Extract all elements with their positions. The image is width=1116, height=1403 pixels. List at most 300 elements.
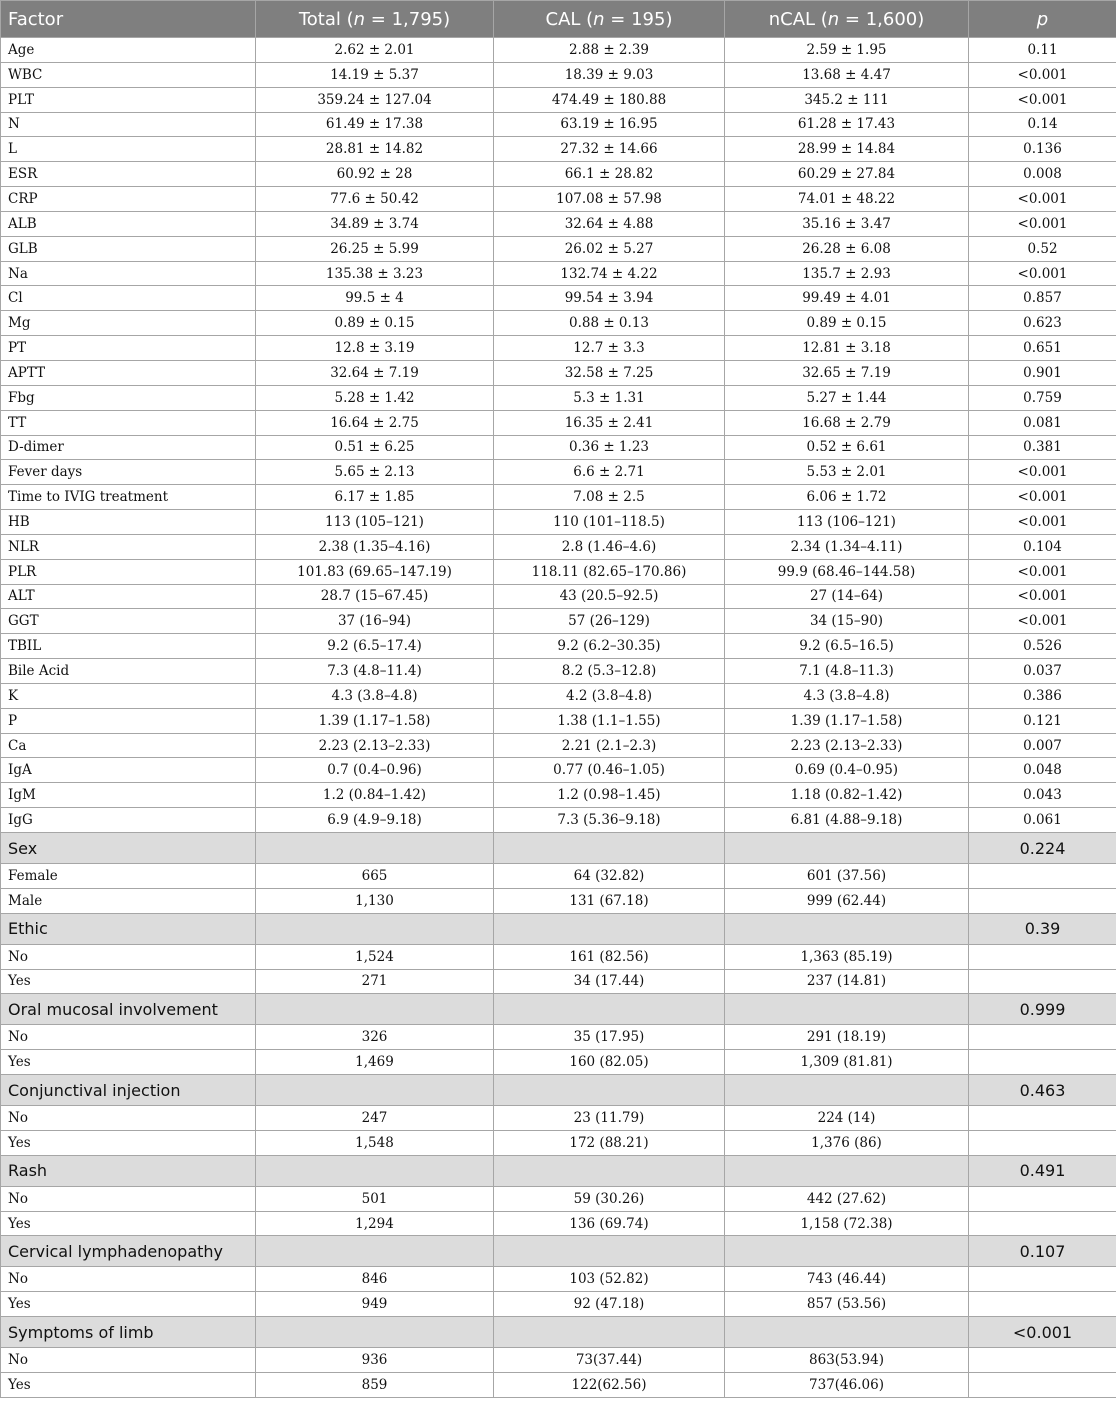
factor-cell: Yes bbox=[1, 1211, 256, 1236]
cal-cell: 18.39 ± 9.03 bbox=[494, 62, 725, 87]
group-label-cell: Ethic bbox=[1, 913, 256, 944]
total-cell: 6.9 (4.9–9.18) bbox=[256, 808, 494, 833]
p-value-cell: 0.037 bbox=[969, 659, 1116, 684]
group-header-row bbox=[1, 913, 1116, 944]
empty-cell bbox=[969, 944, 1116, 969]
table-row bbox=[1, 112, 1116, 137]
empty-cell bbox=[725, 1317, 969, 1348]
cal-cell: 27.32 ± 14.66 bbox=[494, 137, 725, 162]
total-cell: 113 (105–121) bbox=[256, 510, 494, 535]
total-cell: 1.2 (0.84–1.42) bbox=[256, 783, 494, 808]
group-header-row bbox=[1, 994, 1116, 1025]
empty-cell bbox=[969, 864, 1116, 889]
empty-cell bbox=[969, 1267, 1116, 1292]
factor-cell: K bbox=[1, 683, 256, 708]
cal-cell: 66.1 ± 28.82 bbox=[494, 162, 725, 187]
table-row bbox=[1, 435, 1116, 460]
factor-cell: Age bbox=[1, 38, 256, 63]
table-row bbox=[1, 609, 1116, 634]
total-cell: 859 bbox=[256, 1372, 494, 1397]
factor-cell: Yes bbox=[1, 969, 256, 994]
factor-cell: L bbox=[1, 137, 256, 162]
col-header-cal-value: = 195) bbox=[604, 8, 673, 30]
cal-cell: 7.3 (5.36–9.18) bbox=[494, 808, 725, 833]
group-label-cell: Oral mucosal involvement bbox=[1, 994, 256, 1025]
cal-cell: 0.36 ± 1.23 bbox=[494, 435, 725, 460]
ncal-cell: 26.28 ± 6.08 bbox=[725, 236, 969, 261]
total-cell: 34.89 ± 3.74 bbox=[256, 211, 494, 236]
empty-cell bbox=[969, 1211, 1116, 1236]
cal-cell: 7.08 ± 2.5 bbox=[494, 485, 725, 510]
ncal-cell: 35.16 ± 3.47 bbox=[725, 211, 969, 236]
p-value-cell: 0.048 bbox=[969, 758, 1116, 783]
p-value-cell: 0.491 bbox=[969, 1155, 1116, 1186]
ncal-cell: 6.06 ± 1.72 bbox=[725, 485, 969, 510]
ncal-cell: 237 (14.81) bbox=[725, 969, 969, 994]
table-row bbox=[1, 38, 1116, 63]
total-cell: 2.38 (1.35–4.16) bbox=[256, 534, 494, 559]
factor-cell: D-dimer bbox=[1, 435, 256, 460]
total-cell: 1,469 bbox=[256, 1050, 494, 1075]
total-cell: 99.5 ± 4 bbox=[256, 286, 494, 311]
table-row bbox=[1, 683, 1116, 708]
ncal-cell: 74.01 ± 48.22 bbox=[725, 187, 969, 212]
total-cell: 1.39 (1.17–1.58) bbox=[256, 708, 494, 733]
table-row bbox=[1, 559, 1116, 584]
table-row bbox=[1, 211, 1116, 236]
col-header-factor: Factor bbox=[1, 1, 256, 38]
cal-cell: 8.2 (5.3–12.8) bbox=[494, 659, 725, 684]
factor-cell: PLT bbox=[1, 87, 256, 112]
cal-cell: 107.08 ± 57.98 bbox=[494, 187, 725, 212]
ncal-cell: 737(46.06) bbox=[725, 1372, 969, 1397]
factor-cell: Mg bbox=[1, 311, 256, 336]
p-value-cell: 0.007 bbox=[969, 733, 1116, 758]
p-value-cell: 0.999 bbox=[969, 994, 1116, 1025]
factor-cell: Na bbox=[1, 261, 256, 286]
factor-cell: Fever days bbox=[1, 460, 256, 485]
ncal-cell: 345.2 ± 111 bbox=[725, 87, 969, 112]
group-label-cell: Cervical lymphadenopathy bbox=[1, 1236, 256, 1267]
factor-cell: Yes bbox=[1, 1050, 256, 1075]
factor-cell: IgG bbox=[1, 808, 256, 833]
ncal-cell: 99.49 ± 4.01 bbox=[725, 286, 969, 311]
table-row bbox=[1, 1025, 1116, 1050]
ncal-cell: 5.53 ± 2.01 bbox=[725, 460, 969, 485]
table-row bbox=[1, 733, 1116, 758]
empty-cell bbox=[969, 1348, 1116, 1373]
group-header-row bbox=[1, 1317, 1116, 1348]
empty-cell bbox=[969, 1292, 1116, 1317]
total-cell: 61.49 ± 17.38 bbox=[256, 112, 494, 137]
p-value-cell: 0.52 bbox=[969, 236, 1116, 261]
ncal-cell: 0.69 (0.4–0.95) bbox=[725, 758, 969, 783]
total-cell: 5.65 ± 2.13 bbox=[256, 460, 494, 485]
cal-cell: 12.7 ± 3.3 bbox=[494, 336, 725, 361]
p-value-cell: <0.001 bbox=[969, 510, 1116, 535]
table-row bbox=[1, 1211, 1116, 1236]
factor-cell: CRP bbox=[1, 187, 256, 212]
p-value-cell: 0.008 bbox=[969, 162, 1116, 187]
ncal-cell: 2.34 (1.34–4.11) bbox=[725, 534, 969, 559]
table-row bbox=[1, 410, 1116, 435]
p-value-cell: <0.001 bbox=[969, 87, 1116, 112]
total-cell: 0.7 (0.4–0.96) bbox=[256, 758, 494, 783]
factor-cell: ALB bbox=[1, 211, 256, 236]
factor-cell: Yes bbox=[1, 1292, 256, 1317]
ncal-cell: 857 (53.56) bbox=[725, 1292, 969, 1317]
p-value-cell: 0.526 bbox=[969, 634, 1116, 659]
total-cell: 846 bbox=[256, 1267, 494, 1292]
p-value-cell: 0.651 bbox=[969, 336, 1116, 361]
total-cell: 26.25 ± 5.99 bbox=[256, 236, 494, 261]
factor-cell: No bbox=[1, 1348, 256, 1373]
factor-cell: Ca bbox=[1, 733, 256, 758]
table-row bbox=[1, 1186, 1116, 1211]
table-row bbox=[1, 888, 1116, 913]
cal-cell: 23 (11.79) bbox=[494, 1106, 725, 1131]
total-cell: 28.81 ± 14.82 bbox=[256, 137, 494, 162]
table-row bbox=[1, 1130, 1116, 1155]
empty-cell bbox=[969, 888, 1116, 913]
ncal-cell: 1.18 (0.82–1.42) bbox=[725, 783, 969, 808]
total-cell: 77.6 ± 50.42 bbox=[256, 187, 494, 212]
table-row bbox=[1, 708, 1116, 733]
factor-cell: Male bbox=[1, 888, 256, 913]
cal-cell: 73(37.44) bbox=[494, 1348, 725, 1373]
total-cell: 665 bbox=[256, 864, 494, 889]
table-row bbox=[1, 783, 1116, 808]
p-value-cell: 0.901 bbox=[969, 360, 1116, 385]
col-header-total-value: = 1,795) bbox=[365, 8, 451, 30]
p-value-cell: 0.104 bbox=[969, 534, 1116, 559]
empty-cell bbox=[494, 913, 725, 944]
ncal-cell: 113 (106–121) bbox=[725, 510, 969, 535]
total-cell: 1,524 bbox=[256, 944, 494, 969]
cal-cell: 2.8 (1.46–4.6) bbox=[494, 534, 725, 559]
p-value-cell: 0.463 bbox=[969, 1075, 1116, 1106]
ncal-cell: 601 (37.56) bbox=[725, 864, 969, 889]
header-row bbox=[1, 1, 1116, 38]
cal-cell: 136 (69.74) bbox=[494, 1211, 725, 1236]
empty-cell bbox=[256, 833, 494, 864]
factor-cell: PLR bbox=[1, 559, 256, 584]
table-row bbox=[1, 311, 1116, 336]
factor-cell: No bbox=[1, 1106, 256, 1131]
table-row bbox=[1, 534, 1116, 559]
factor-cell: ESR bbox=[1, 162, 256, 187]
factor-cell: Time to IVIG treatment bbox=[1, 485, 256, 510]
p-value-cell: 0.11 bbox=[969, 38, 1116, 63]
cal-cell: 35 (17.95) bbox=[494, 1025, 725, 1050]
total-cell: 14.19 ± 5.37 bbox=[256, 62, 494, 87]
table-row bbox=[1, 187, 1116, 212]
factor-cell: Cl bbox=[1, 286, 256, 311]
col-header-cal bbox=[494, 1, 725, 38]
factor-cell: Yes bbox=[1, 1130, 256, 1155]
table-row bbox=[1, 62, 1116, 87]
ncal-cell: 27 (14–64) bbox=[725, 584, 969, 609]
ncal-cell: 2.59 ± 1.95 bbox=[725, 38, 969, 63]
cal-cell: 4.2 (3.8–4.8) bbox=[494, 683, 725, 708]
factor-cell: WBC bbox=[1, 62, 256, 87]
p-value-cell: 0.759 bbox=[969, 385, 1116, 410]
col-header-total bbox=[256, 1, 494, 38]
p-value-cell: <0.001 bbox=[969, 460, 1116, 485]
p-value-cell: 0.386 bbox=[969, 683, 1116, 708]
factor-cell: No bbox=[1, 1025, 256, 1050]
table-row bbox=[1, 584, 1116, 609]
ncal-cell: 224 (14) bbox=[725, 1106, 969, 1131]
empty-cell bbox=[494, 1155, 725, 1186]
empty-cell bbox=[494, 994, 725, 1025]
col-header-ncal-n: n bbox=[827, 8, 840, 30]
group-label-cell: Symptoms of limb bbox=[1, 1317, 256, 1348]
factor-cell: Fbg bbox=[1, 385, 256, 410]
factor-cell: No bbox=[1, 1267, 256, 1292]
ncal-cell: 1,309 (81.81) bbox=[725, 1050, 969, 1075]
ncal-cell: 863(53.94) bbox=[725, 1348, 969, 1373]
factor-cell: APTT bbox=[1, 360, 256, 385]
ncal-cell: 16.68 ± 2.79 bbox=[725, 410, 969, 435]
empty-cell bbox=[969, 969, 1116, 994]
factor-cell: No bbox=[1, 1186, 256, 1211]
factor-cell: IgA bbox=[1, 758, 256, 783]
empty-cell bbox=[256, 1155, 494, 1186]
table-row bbox=[1, 1106, 1116, 1131]
cal-cell: 160 (82.05) bbox=[494, 1050, 725, 1075]
cal-cell: 161 (82.56) bbox=[494, 944, 725, 969]
factor-cell: ALT bbox=[1, 584, 256, 609]
total-cell: 2.23 (2.13–2.33) bbox=[256, 733, 494, 758]
ncal-cell: 999 (62.44) bbox=[725, 888, 969, 913]
p-value-cell: 0.107 bbox=[969, 1236, 1116, 1267]
ncal-cell: 1.39 (1.17–1.58) bbox=[725, 708, 969, 733]
col-header-ncal-label: nCAL ( bbox=[768, 8, 828, 30]
ncal-cell: 5.27 ± 1.44 bbox=[725, 385, 969, 410]
table-row bbox=[1, 236, 1116, 261]
table-row bbox=[1, 944, 1116, 969]
table-row bbox=[1, 1292, 1116, 1317]
cal-cell: 63.19 ± 16.95 bbox=[494, 112, 725, 137]
ncal-cell: 442 (27.62) bbox=[725, 1186, 969, 1211]
table-row bbox=[1, 659, 1116, 684]
ncal-cell: 0.89 ± 0.15 bbox=[725, 311, 969, 336]
total-cell: 16.64 ± 2.75 bbox=[256, 410, 494, 435]
col-header-ncal bbox=[725, 1, 969, 38]
ncal-cell: 32.65 ± 7.19 bbox=[725, 360, 969, 385]
p-value-cell: <0.001 bbox=[969, 584, 1116, 609]
total-cell: 6.17 ± 1.85 bbox=[256, 485, 494, 510]
factor-cell: No bbox=[1, 944, 256, 969]
cal-cell: 122(62.56) bbox=[494, 1372, 725, 1397]
cal-cell: 43 (20.5–92.5) bbox=[494, 584, 725, 609]
cal-cell: 110 (101–118.5) bbox=[494, 510, 725, 535]
factor-cell: NLR bbox=[1, 534, 256, 559]
total-cell: 32.64 ± 7.19 bbox=[256, 360, 494, 385]
p-value-cell: <0.001 bbox=[969, 485, 1116, 510]
col-header-cal-n: n bbox=[593, 8, 605, 30]
total-cell: 1,548 bbox=[256, 1130, 494, 1155]
p-value-cell: 0.39 bbox=[969, 913, 1116, 944]
empty-cell bbox=[725, 913, 969, 944]
p-value-cell: <0.001 bbox=[969, 609, 1116, 634]
factor-cell: TBIL bbox=[1, 634, 256, 659]
factor-cell: GGT bbox=[1, 609, 256, 634]
table-row bbox=[1, 286, 1116, 311]
total-cell: 501 bbox=[256, 1186, 494, 1211]
empty-cell bbox=[725, 1075, 969, 1106]
group-label-cell: Conjunctival injection bbox=[1, 1075, 256, 1106]
empty-cell bbox=[494, 833, 725, 864]
cal-cell: 118.11 (82.65–170.86) bbox=[494, 559, 725, 584]
ncal-cell: 2.23 (2.13–2.33) bbox=[725, 733, 969, 758]
cal-cell: 474.49 ± 180.88 bbox=[494, 87, 725, 112]
empty-cell bbox=[256, 994, 494, 1025]
total-cell: 60.92 ± 28 bbox=[256, 162, 494, 187]
ncal-cell: 1,363 (85.19) bbox=[725, 944, 969, 969]
empty-cell bbox=[969, 1025, 1116, 1050]
ncal-cell: 13.68 ± 4.47 bbox=[725, 62, 969, 87]
p-value-cell: 0.224 bbox=[969, 833, 1116, 864]
table-row bbox=[1, 510, 1116, 535]
ncal-cell: 0.52 ± 6.61 bbox=[725, 435, 969, 460]
cal-cell: 132.74 ± 4.22 bbox=[494, 261, 725, 286]
empty-cell bbox=[256, 913, 494, 944]
empty-cell bbox=[494, 1075, 725, 1106]
col-header-ncal-value: = 1,600) bbox=[839, 8, 925, 30]
table-row bbox=[1, 1050, 1116, 1075]
ncal-cell: 99.9 (68.46–144.58) bbox=[725, 559, 969, 584]
table-row bbox=[1, 758, 1116, 783]
table-row bbox=[1, 261, 1116, 286]
p-value-cell: 0.857 bbox=[969, 286, 1116, 311]
empty-cell bbox=[725, 1155, 969, 1186]
table-row bbox=[1, 1372, 1116, 1397]
cal-cell: 32.58 ± 7.25 bbox=[494, 360, 725, 385]
total-cell: 5.28 ± 1.42 bbox=[256, 385, 494, 410]
col-header-p-label: p bbox=[1036, 8, 1049, 30]
empty-cell bbox=[969, 1106, 1116, 1131]
total-cell: 949 bbox=[256, 1292, 494, 1317]
empty-cell bbox=[494, 1317, 725, 1348]
ncal-cell: 9.2 (6.5–16.5) bbox=[725, 634, 969, 659]
group-header-row bbox=[1, 1236, 1116, 1267]
cal-cell: 99.54 ± 3.94 bbox=[494, 286, 725, 311]
empty-cell bbox=[725, 833, 969, 864]
cal-cell: 57 (26–129) bbox=[494, 609, 725, 634]
p-value-cell: 0.081 bbox=[969, 410, 1116, 435]
total-cell: 1,130 bbox=[256, 888, 494, 913]
cal-cell: 0.77 (0.46–1.05) bbox=[494, 758, 725, 783]
total-cell: 37 (16–94) bbox=[256, 609, 494, 634]
empty-cell bbox=[725, 994, 969, 1025]
group-header-row bbox=[1, 833, 1116, 864]
cal-cell: 6.6 ± 2.71 bbox=[494, 460, 725, 485]
total-cell: 326 bbox=[256, 1025, 494, 1050]
total-cell: 247 bbox=[256, 1106, 494, 1131]
p-value-cell: 0.14 bbox=[969, 112, 1116, 137]
cal-cell: 32.64 ± 4.88 bbox=[494, 211, 725, 236]
group-header-row bbox=[1, 1155, 1116, 1186]
total-cell: 28.7 (15–67.45) bbox=[256, 584, 494, 609]
total-cell: 359.24 ± 127.04 bbox=[256, 87, 494, 112]
table-row bbox=[1, 634, 1116, 659]
factor-cell: IgM bbox=[1, 783, 256, 808]
cal-cell: 1.38 (1.1–1.55) bbox=[494, 708, 725, 733]
empty-cell bbox=[969, 1130, 1116, 1155]
table-row bbox=[1, 1267, 1116, 1292]
col-header-total-n: n bbox=[353, 8, 366, 30]
total-cell: 0.89 ± 0.15 bbox=[256, 311, 494, 336]
table-row bbox=[1, 360, 1116, 385]
empty-cell bbox=[494, 1236, 725, 1267]
factor-cell: Female bbox=[1, 864, 256, 889]
total-cell: 0.51 ± 6.25 bbox=[256, 435, 494, 460]
factor-cell: HB bbox=[1, 510, 256, 535]
cal-cell: 16.35 ± 2.41 bbox=[494, 410, 725, 435]
col-header-cal-label: CAL ( bbox=[545, 8, 594, 30]
ncal-cell: 60.29 ± 27.84 bbox=[725, 162, 969, 187]
table-row bbox=[1, 460, 1116, 485]
cal-cell: 9.2 (6.2–30.35) bbox=[494, 634, 725, 659]
p-value-cell: 0.043 bbox=[969, 783, 1116, 808]
cal-cell: 5.3 ± 1.31 bbox=[494, 385, 725, 410]
table-row bbox=[1, 808, 1116, 833]
p-value-cell: 0.136 bbox=[969, 137, 1116, 162]
table-row bbox=[1, 969, 1116, 994]
factor-cell: Yes bbox=[1, 1372, 256, 1397]
table-row bbox=[1, 336, 1116, 361]
empty-cell bbox=[256, 1075, 494, 1106]
cal-cell: 34 (17.44) bbox=[494, 969, 725, 994]
table-row bbox=[1, 87, 1116, 112]
p-value-cell: <0.001 bbox=[969, 559, 1116, 584]
total-cell: 135.38 ± 3.23 bbox=[256, 261, 494, 286]
factor-cell: GLB bbox=[1, 236, 256, 261]
empty-cell bbox=[969, 1372, 1116, 1397]
table-row bbox=[1, 385, 1116, 410]
factor-cell: PT bbox=[1, 336, 256, 361]
p-value-cell: <0.001 bbox=[969, 62, 1116, 87]
ncal-cell: 6.81 (4.88–9.18) bbox=[725, 808, 969, 833]
p-value-cell: <0.001 bbox=[969, 261, 1116, 286]
total-cell: 12.8 ± 3.19 bbox=[256, 336, 494, 361]
empty-cell bbox=[256, 1317, 494, 1348]
cal-cell: 172 (88.21) bbox=[494, 1130, 725, 1155]
p-value-cell: 0.381 bbox=[969, 435, 1116, 460]
p-value-cell: 0.061 bbox=[969, 808, 1116, 833]
cal-cell: 1.2 (0.98–1.45) bbox=[494, 783, 725, 808]
cal-cell: 2.88 ± 2.39 bbox=[494, 38, 725, 63]
empty-cell bbox=[725, 1236, 969, 1267]
group-label-cell: Sex bbox=[1, 833, 256, 864]
ncal-cell: 1,376 (86) bbox=[725, 1130, 969, 1155]
ncal-cell: 291 (18.19) bbox=[725, 1025, 969, 1050]
total-cell: 101.83 (69.65–147.19) bbox=[256, 559, 494, 584]
total-cell: 9.2 (6.5–17.4) bbox=[256, 634, 494, 659]
p-value-cell: 0.121 bbox=[969, 708, 1116, 733]
empty-cell bbox=[969, 1050, 1116, 1075]
total-cell: 2.62 ± 2.01 bbox=[256, 38, 494, 63]
total-cell: 936 bbox=[256, 1348, 494, 1373]
ncal-cell: 1,158 (72.38) bbox=[725, 1211, 969, 1236]
cal-cell: 103 (52.82) bbox=[494, 1267, 725, 1292]
group-header-row bbox=[1, 1075, 1116, 1106]
table-row bbox=[1, 137, 1116, 162]
factor-cell: TT bbox=[1, 410, 256, 435]
total-cell: 4.3 (3.8–4.8) bbox=[256, 683, 494, 708]
